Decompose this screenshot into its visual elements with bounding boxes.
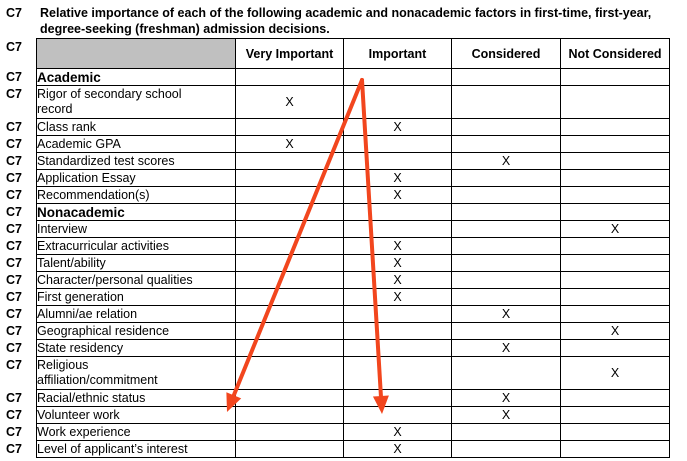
- row-code: C7: [6, 170, 22, 185]
- factor-label: Volunteer work: [37, 407, 236, 424]
- factor-label: Extracurricular activities: [37, 238, 236, 255]
- factor-label: Rigor of secondary school record: [37, 86, 236, 119]
- row-code: C7: [6, 340, 22, 355]
- factor-label: State residency: [37, 340, 236, 357]
- arrow-to-applicant-interest-shaft: [362, 80, 381, 396]
- row-code: C7: [6, 39, 22, 54]
- factor-label: Level of applicant’s interest: [37, 441, 236, 458]
- factor-label: Recommendation(s): [37, 187, 236, 204]
- mark-x: X: [393, 120, 402, 134]
- mark-x: X: [393, 171, 402, 185]
- factor-label: First generation: [37, 289, 236, 306]
- col-important: Important: [344, 39, 452, 69]
- factor-label: Standardized test scores: [37, 153, 236, 170]
- row-code: C7: [6, 136, 22, 151]
- row-code: C7: [6, 390, 22, 405]
- arrow-to-applicant-interest-head: [373, 396, 389, 414]
- row-code: C7: [6, 289, 22, 304]
- mark-x: X: [393, 442, 402, 456]
- mark-x: X: [393, 256, 402, 270]
- mark-x: X: [501, 391, 511, 405]
- factor-label: Academic GPA: [37, 136, 236, 153]
- section-title: Nonacademic: [37, 204, 236, 221]
- row-code: C7: [6, 357, 22, 372]
- mark-x: X: [393, 290, 402, 304]
- row-code: C7: [6, 255, 22, 270]
- mark-x: X: [393, 425, 402, 439]
- header-code: C7: [6, 6, 22, 20]
- factor-label: Racial/ethnic status: [37, 390, 236, 407]
- row-code: C7: [6, 187, 22, 202]
- row-code: C7: [6, 86, 22, 101]
- factor-label: Work experience: [37, 424, 236, 441]
- col-very-important: Very Important: [236, 39, 344, 69]
- factor-label: Character/personal qualities: [37, 272, 236, 289]
- header-title: Relative importance of each of the following academic and nonacademic factors in first-time, first-year, degree-seeking (freshman) admission decisions.: [40, 6, 652, 36]
- factor-label: Talent/ability: [37, 255, 236, 272]
- mark-x: X: [285, 95, 294, 109]
- mark-x: X: [393, 273, 402, 287]
- row-code: C7: [6, 153, 22, 168]
- mark-x: X: [501, 341, 511, 355]
- row-code: C7: [6, 204, 22, 219]
- mark-x: X: [501, 307, 511, 321]
- factor-label: Alumni/ae relation: [37, 306, 236, 323]
- factor-label: Application Essay: [37, 170, 236, 187]
- arrow-to-work-experience-shaft: [234, 80, 362, 395]
- mark-x: X: [501, 154, 511, 168]
- row-code: C7: [6, 407, 22, 422]
- row-code: C7: [6, 424, 22, 439]
- mark-x: X: [610, 366, 620, 380]
- row-code: C7: [6, 323, 22, 338]
- row-code: C7: [6, 69, 22, 84]
- mark-x: X: [610, 222, 620, 236]
- mark-x: X: [610, 324, 620, 338]
- row-code: C7: [6, 221, 22, 236]
- col-considered: Considered: [452, 39, 561, 69]
- factor-label: Geographical residence: [37, 323, 236, 340]
- factor-label: Class rank: [37, 119, 236, 136]
- row-code: C7: [6, 272, 22, 287]
- col-not-considered: Not Considered: [561, 39, 670, 69]
- row-code: C7: [6, 306, 22, 321]
- mark-x: X: [285, 137, 294, 151]
- row-code: C7: [6, 119, 22, 134]
- mark-x: X: [393, 188, 402, 202]
- mark-x: X: [501, 408, 511, 422]
- row-code: C7: [6, 441, 22, 456]
- mark-x: X: [393, 239, 402, 253]
- factor-label: Interview: [37, 221, 236, 238]
- factor-label: Religious affiliation/commitment: [37, 357, 236, 390]
- section-title: Academic: [37, 69, 236, 86]
- row-code: C7: [6, 238, 22, 253]
